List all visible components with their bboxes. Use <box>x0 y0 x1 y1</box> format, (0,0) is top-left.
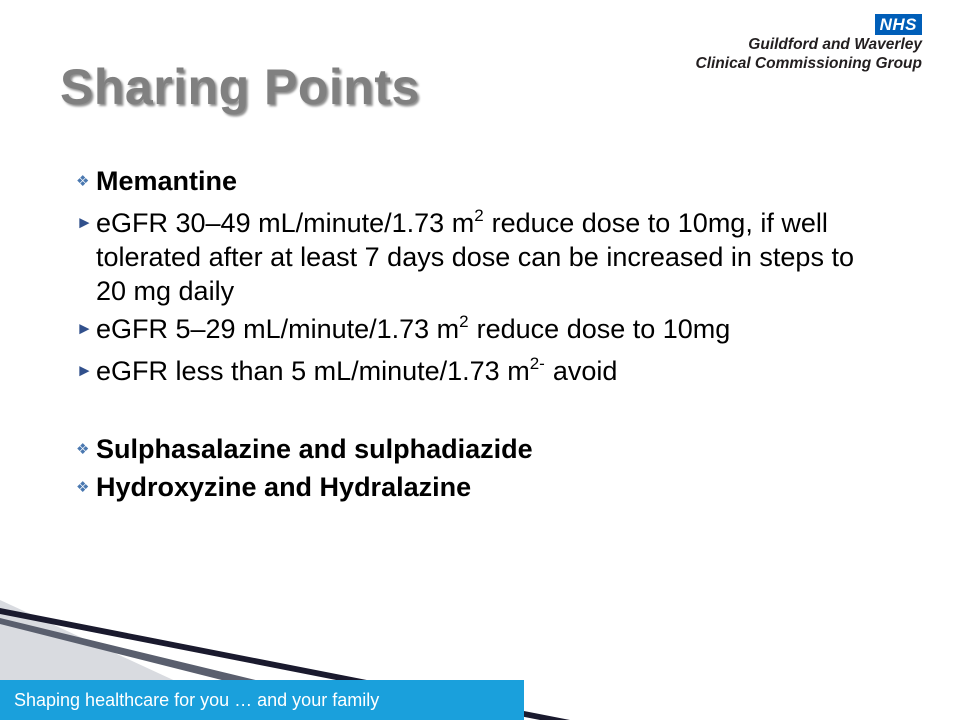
heading-sulphasalazine: Sulphasalazine and sulphadiazide <box>96 434 533 464</box>
arrow-bullet-icon: ► <box>76 361 93 380</box>
nhs-logo <box>696 14 923 73</box>
arrow-bullet-icon: ► <box>76 213 93 232</box>
item-text-sup: 2 <box>459 312 469 331</box>
bullet-egfr-less-than-5 <box>76 354 876 388</box>
diamond-bullet-icon: ❖ <box>76 173 90 190</box>
slide-content <box>76 164 876 504</box>
item-text-pre: eGFR less than 5 mL/minute/1.73 m <box>96 356 530 386</box>
item-text-sup: 2- <box>529 354 545 373</box>
bullet-sulphasalazine <box>76 432 876 466</box>
bullet-hydroxyzine <box>76 470 876 504</box>
item-text-pre: eGFR 30–49 mL/minute/1.73 m <box>96 208 475 238</box>
footer-banner: Shaping healthcare for you … and your family <box>0 680 524 720</box>
item-text-sup: 2 <box>474 206 484 225</box>
org-name-line-2: Clinical Commissioning Group <box>695 55 922 72</box>
bullet-egfr-5-29 <box>76 312 876 346</box>
arrow-bullet-icon: ► <box>76 319 93 338</box>
diamond-bullet-icon: ❖ <box>76 479 90 496</box>
item-text-pre: eGFR 5–29 mL/minute/1.73 m <box>96 314 460 344</box>
diamond-bullet-icon: ❖ <box>76 441 90 458</box>
heading-memantine: Memantine <box>96 166 238 196</box>
item-text-post: reduce dose to 10mg <box>476 314 731 344</box>
bullet-memantine <box>76 164 876 198</box>
nhs-badge: NHS <box>875 14 922 35</box>
org-name-line-1: Guildford and Waverley <box>748 36 922 53</box>
slide-title: Sharing Points <box>60 59 420 115</box>
item-text-post: reduce dose to 10mg, if well tolerated after at least 7 days dose can be increased in steps to 20 mg daily <box>96 208 854 306</box>
item-text-post: avoid <box>552 356 618 386</box>
bullet-egfr-30-49 <box>76 206 876 308</box>
heading-hydroxyzine: Hydroxyzine and Hydralazine <box>96 472 472 502</box>
